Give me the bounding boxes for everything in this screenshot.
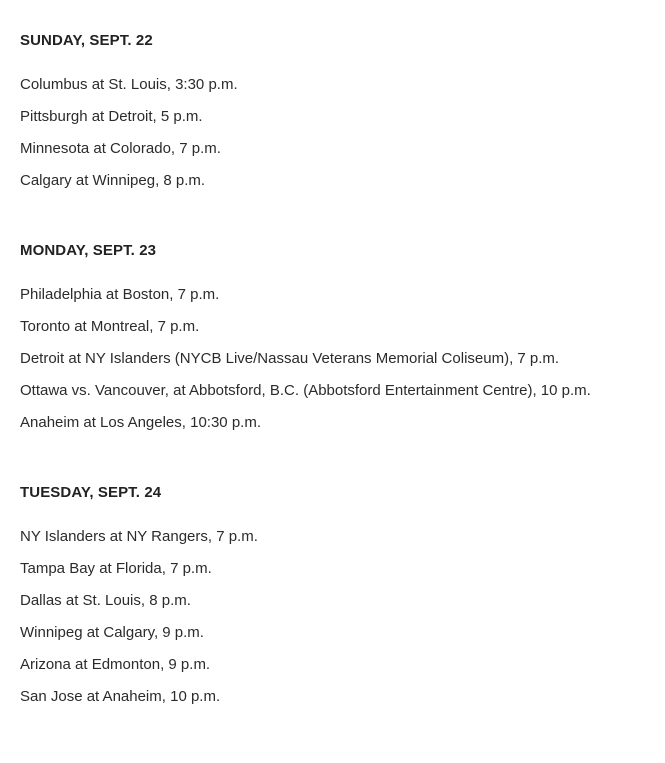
game-list — [20, 527, 665, 707]
day-section-monday — [20, 241, 665, 433]
game-item: Ottawa vs. Vancouver, at Abbotsford, B.C. (Abbotsford Entertainment Centre), 10 p.m. — [20, 382, 591, 399]
day-section-tuesday — [20, 483, 665, 707]
game-item: NY Islanders at NY Rangers, 7 p.m. — [20, 528, 258, 545]
game-item: Arizona at Edmonton, 9 p.m. — [20, 656, 211, 673]
game-list — [20, 75, 665, 191]
day-heading: SUNDAY, SEPT. 22 — [20, 32, 153, 49]
game-item: Tampa Bay at Florida, 7 p.m. — [20, 560, 212, 577]
game-item: Anaheim at Los Angeles, 10:30 p.m. — [20, 414, 261, 431]
game-list — [20, 285, 665, 433]
game-item: Dallas at St. Louis, 8 p.m. — [20, 592, 191, 609]
game-item: Detroit at NY Islanders (NYCB Live/Nassau Veterans Memorial Coliseum), 7 p.m. — [20, 350, 560, 367]
game-item: Toronto at Montreal, 7 p.m. — [20, 318, 200, 335]
game-item: Minnesota at Colorado, 7 p.m. — [20, 140, 221, 157]
game-item: San Jose at Anaheim, 10 p.m. — [20, 688, 221, 705]
game-item: Pittsburgh at Detroit, 5 p.m. — [20, 108, 203, 125]
game-item: Philadelphia at Boston, 7 p.m. — [20, 286, 220, 303]
day-heading: TUESDAY, SEPT. 24 — [20, 484, 162, 501]
day-section-sunday — [20, 31, 665, 191]
game-item: Calgary at Winnipeg, 8 p.m. — [20, 172, 206, 189]
game-item: Columbus at St. Louis, 3:30 p.m. — [20, 76, 238, 93]
game-item: Winnipeg at Calgary, 9 p.m. — [20, 624, 204, 641]
day-heading: MONDAY, SEPT. 23 — [20, 242, 157, 259]
